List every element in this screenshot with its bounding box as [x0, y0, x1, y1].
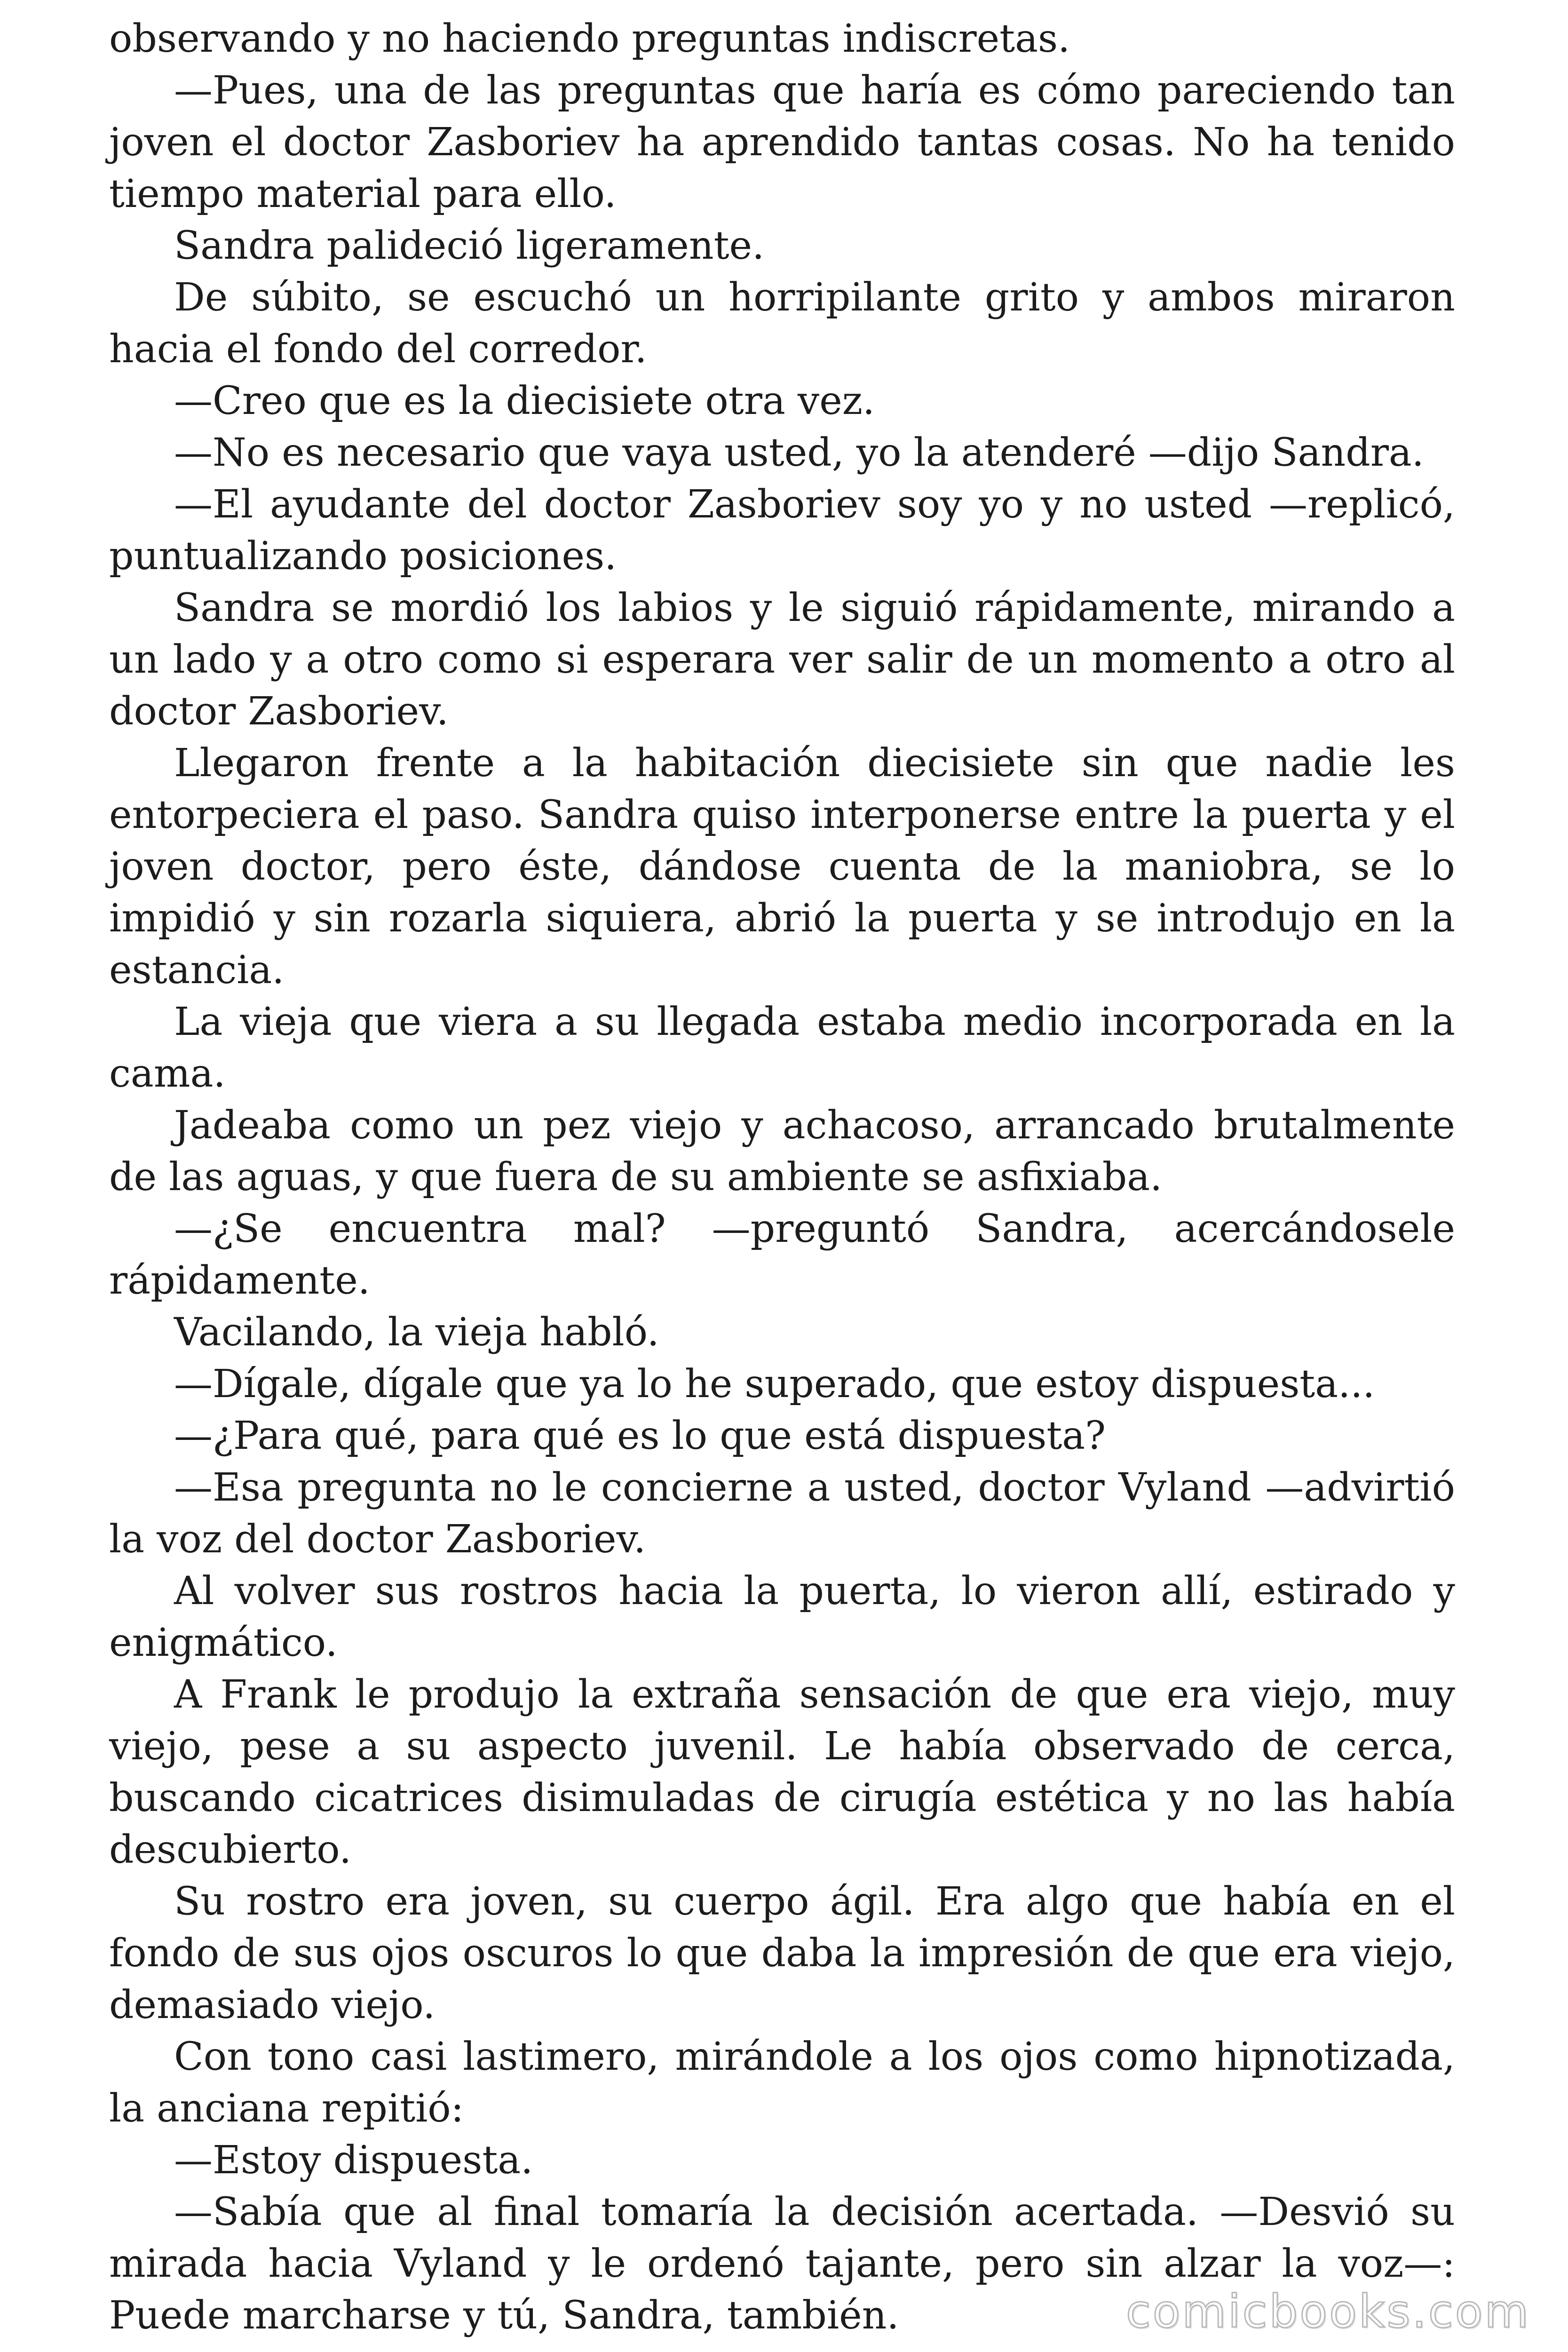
paragraph: —¿Para qué, para qué es lo que está dispuesta? [174, 1414, 1106, 1458]
paragraph: De súbito, se escuchó un horripilante grito y ambos miraron hacia el fondo del corredor. [109, 275, 1455, 372]
paragraph: Sandra palideció ligeramente. [174, 223, 765, 268]
paragraph: Sandra se mordió los labios y le siguió rápidamente, mirando a un lado y a otro como si esperara ver salir de un momento a otro al doctor Zasboriev. [109, 586, 1455, 734]
paragraph: Vacilando, la vieja habló. [174, 1310, 659, 1355]
paragraph: —Creo que es la diecisiete otra vez. [174, 379, 875, 423]
paragraph: —Dígale, dígale que ya lo he superado, que estoy dispuesta... [174, 1362, 1375, 1406]
paragraph: A Frank le produjo la extraña sensación de que era viejo, muy viejo, pese a su aspecto juvenil. Le había observado de cerca, buscando cicatrices disimuladas de cirugía estética y no las había descubierto. [109, 1672, 1455, 1872]
paragraph: —Estoy dispuesta. [174, 2138, 533, 2183]
paragraph: Con tono casi lastimero, mirándole a los ojos como hipnotizada, la anciana repitió: [109, 2034, 1455, 2131]
paragraph: —Sabía que al final tomaría la decisión acertada. —Desvió su mirada hacia Vyland y le ordenó tajante, pero sin alzar la voz—: Puede marcharse y tú, Sandra, también. [109, 2190, 1455, 2338]
paragraph: Llegaron frente a la habitación diecisiete sin que nadie les entorpeciera el paso. Sandra quiso interponerse entre la puerta y el joven doctor, pero éste, dándose cuenta de la maniobra, se lo impidió y sin rozarla siquiera, abrió la puerta y se introdujo en la estancia. [109, 741, 1455, 993]
paragraph: —Pues, una de las preguntas que haría es cómo pareciendo tan joven el doctor Zasboriev ha aprendido tantas cosas. No ha tenido tiempo material para ello. [109, 68, 1455, 216]
book-page-text [109, 13, 1455, 2342]
paragraph: —¿Se encuentra mal? —preguntó Sandra, acercándosele rápidamente. [109, 1207, 1455, 1303]
paragraph: La vieja que viera a su llegada estaba medio incorporada en la cama. [109, 1000, 1455, 1096]
paragraph-continuation: observando y no haciendo preguntas indiscretas. [109, 16, 1070, 61]
paragraph: —Esa pregunta no le concierne a usted, doctor Vyland —advirtió la voz del doctor Zasboriev. [109, 1465, 1455, 1562]
paragraph: Jadeaba como un pez viejo y achacoso, arrancado brutalmente de las aguas, y que fuera de su ambiente se asfixiaba. [109, 1103, 1455, 1200]
paragraph: —No es necesario que vaya usted, yo la atenderé —dijo Sandra. [174, 430, 1424, 475]
paragraph: —El ayudante del doctor Zasboriev soy yo y no usted —replicó, puntualizando posiciones. [109, 482, 1455, 579]
paragraph: Al volver sus rostros hacia la puerta, lo vieron allí, estirado y enigmático. [109, 1569, 1455, 1665]
paragraph: Su rostro era joven, su cuerpo ágil. Era algo que había en el fondo de sus ojos oscuros lo que daba la impresión de que era viejo, demasiado viejo. [109, 1879, 1455, 2027]
watermark: comicbooks.com [1125, 2285, 1530, 2338]
